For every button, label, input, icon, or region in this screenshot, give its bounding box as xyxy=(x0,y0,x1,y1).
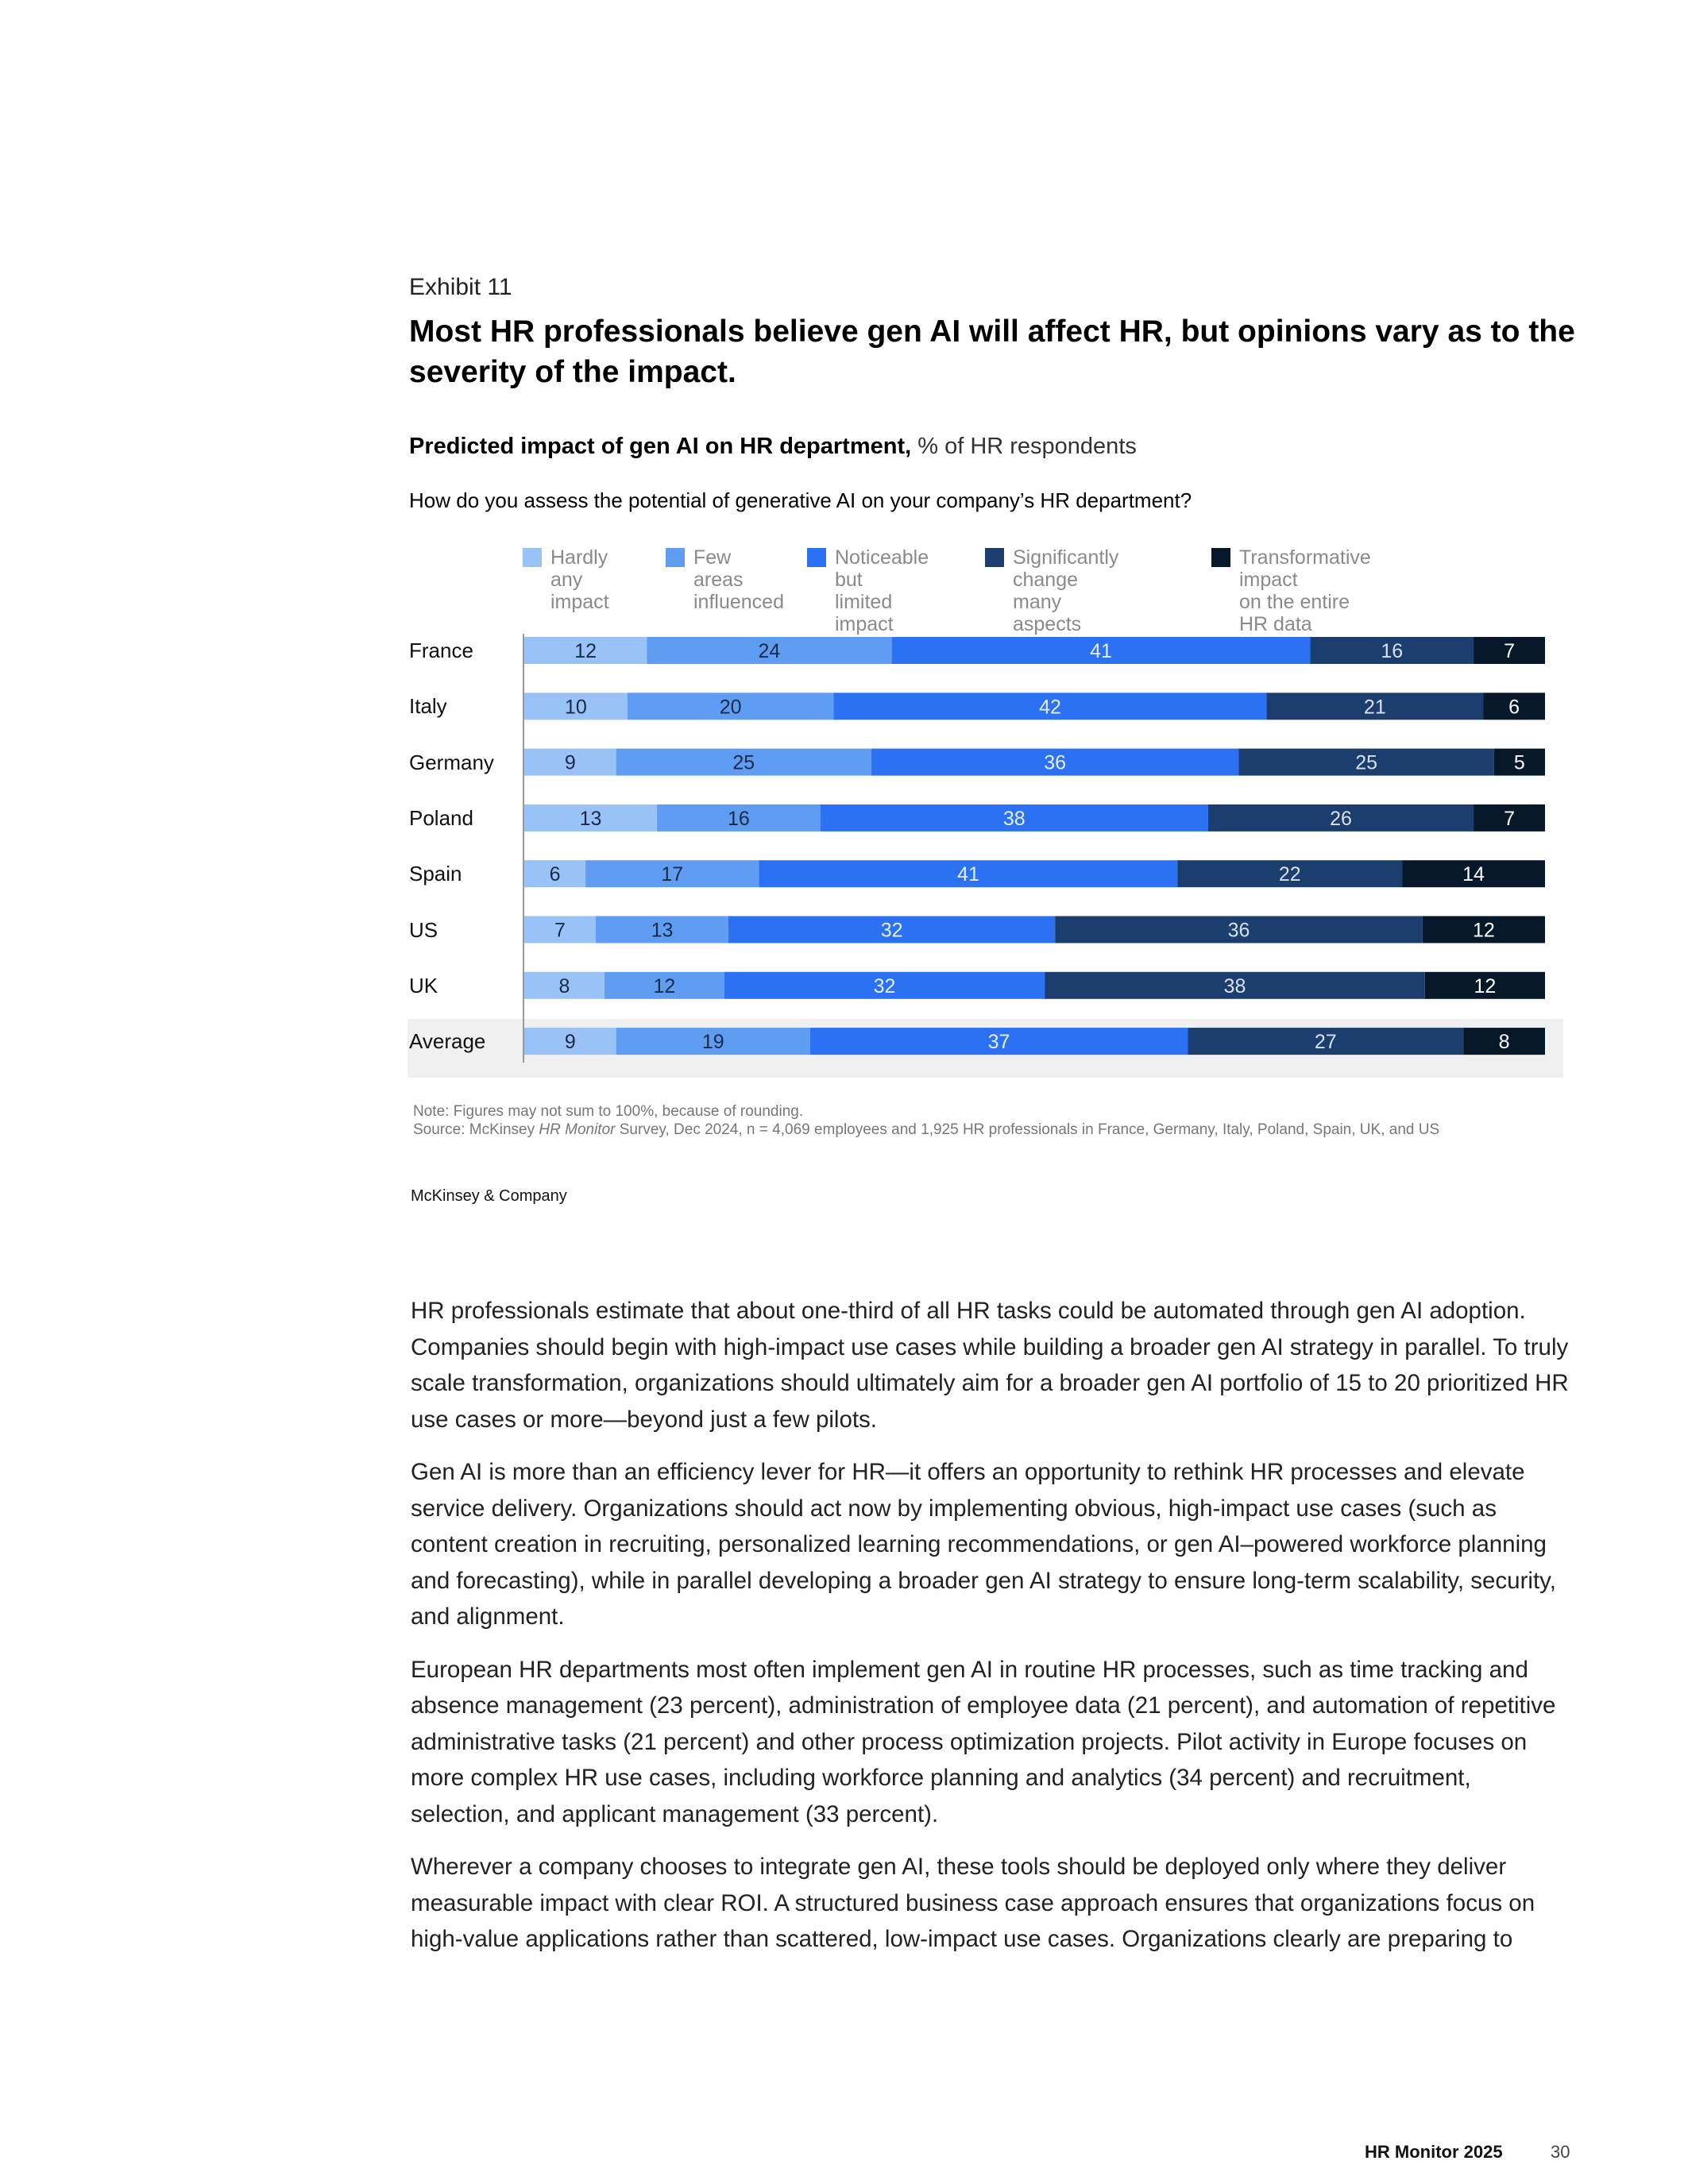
data-label: 9 xyxy=(564,1031,576,1054)
legend-label: Transformative impact on the entire HR data xyxy=(1239,546,1371,635)
data-label: 27 xyxy=(1314,1031,1337,1054)
legend-label: Significantly change many aspects xyxy=(1013,546,1119,635)
chart-axis xyxy=(523,634,524,1063)
data-label: 6 xyxy=(549,863,561,886)
legend-label: Noticeable but limited impact xyxy=(835,546,929,635)
data-label: 19 xyxy=(701,1031,724,1054)
data-label: 9 xyxy=(564,751,576,774)
source-suffix: Survey, Dec 2024, n = 4,069 employees and 1,925 HR professionals in France, Germany, Italy, Poland, Spain, UK, and US xyxy=(615,1121,1440,1138)
body-paragraph: European HR departments most often implement gen AI in routine HR processes, such as time tracking and absence management (23 percent), administration of employee data (21 percent), and automation of repetitive administrative tasks (21 percent) and other process optimization projects. Pilot activity in Europe focuses on more complex HR use cases, including workforce planning and analytics (34 percent) and recruitment, selection, and applicant management (33 percent). xyxy=(411,1656,1556,1827)
source-italic: HR Monitor xyxy=(539,1121,616,1138)
chart-heading-unit: % of HR respondents xyxy=(911,434,1137,459)
data-label: 38 xyxy=(1223,974,1246,997)
category-label: Italy xyxy=(409,694,447,719)
chart-heading-bold: Predicted impact of gen AI on HR department, xyxy=(409,434,912,459)
category-label: Germany xyxy=(409,750,494,774)
data-label: 17 xyxy=(661,863,684,886)
source-line xyxy=(413,1121,1439,1139)
chart-note xyxy=(413,1102,1439,1139)
category-label: Spain xyxy=(409,862,462,886)
data-label: 32 xyxy=(873,974,896,997)
data-label: 14 xyxy=(1462,863,1485,886)
data-label: 7 xyxy=(554,919,566,942)
legend-label: Few areas influenced xyxy=(693,546,784,613)
note-line: Note: Figures may not sum to 100%, because of rounding. xyxy=(413,1103,804,1120)
data-label: 13 xyxy=(579,807,602,830)
data-label: 42 xyxy=(1039,696,1061,719)
data-label: 25 xyxy=(1355,751,1378,774)
data-label: 25 xyxy=(732,751,755,774)
data-label: 41 xyxy=(957,863,979,886)
data-label: 16 xyxy=(727,807,750,830)
category-label: UK xyxy=(409,973,438,997)
exhibit-label: Exhibit 11 xyxy=(409,274,512,300)
brand-label: McKinsey & Company xyxy=(411,1187,567,1205)
data-label: 8 xyxy=(558,974,570,997)
data-label: 12 xyxy=(574,640,597,662)
data-label: 12 xyxy=(1472,919,1495,942)
category-label: France xyxy=(409,639,473,662)
data-label: 6 xyxy=(1508,696,1520,719)
body-paragraph: HR professionals estimate that about one-third of all HR tasks could be automated through gen AI adoption. Companies should begin with high-impact use cases while building a broader gen AI strategy in parallel. To truly scale transformation, organizations should ultimately aim for a broader gen AI portfolio of 15 to 20 prioritized HR use cases or more—beyond just a few pilots. xyxy=(411,1298,1569,1433)
data-label: 20 xyxy=(719,696,742,719)
data-label: 36 xyxy=(1044,751,1067,774)
data-label: 5 xyxy=(1513,751,1525,774)
data-label: 13 xyxy=(651,919,674,942)
body-paragraph: Gen AI is more than an efficiency lever for HR—it offers an opportunity to rethink HR processes and elevate service delivery. Organizations should act now by implementing obvious, high-impact use cases (such as content creation in recruiting, personalized learning recommendations, or gen AI–powered workforce planning and forecasting), while in parallel developing a broader gen AI strategy to ensure long-term scalability, security, and alignment. xyxy=(411,1459,1556,1630)
data-label: 16 xyxy=(1381,640,1404,662)
footer-title: HR Monitor 2025 xyxy=(1365,2142,1503,2162)
category-label: Average xyxy=(409,1029,486,1054)
legend-label: Hardly any impact xyxy=(550,546,609,613)
data-label: 12 xyxy=(653,974,676,997)
page-number: 30 xyxy=(1551,2142,1570,2162)
exhibit-title: Most HR professionals believe gen AI will affect HR, but opinions vary as to the severity of the impact. xyxy=(409,314,1575,389)
data-label: 36 xyxy=(1227,919,1250,942)
data-label: 10 xyxy=(564,696,587,719)
data-label: 26 xyxy=(1330,807,1352,830)
data-label: 41 xyxy=(1090,640,1112,662)
category-label: Poland xyxy=(409,805,473,830)
body-text xyxy=(411,1293,1570,1974)
survey-question: How do you assess the potential of generative AI on your company’s HR department? xyxy=(409,488,1192,512)
body-paragraph: Wherever a company chooses to integrate gen AI, these tools should be deployed only where they deliver measurable impact with clear ROI. A structured business case approach ensures that organizations focus on high-value applications rather than scattered, low-impact use cases. Organizations clearly are preparing to xyxy=(411,1854,1535,1952)
data-label: 37 xyxy=(987,1031,1010,1054)
data-label: 7 xyxy=(1504,807,1515,830)
source-prefix: Source: McKinsey xyxy=(413,1121,539,1138)
data-label: 12 xyxy=(1474,974,1497,997)
data-label: 32 xyxy=(880,919,903,942)
category-label: US xyxy=(409,917,438,942)
data-label: 38 xyxy=(1002,807,1026,830)
data-label: 24 xyxy=(758,640,781,662)
data-label: 21 xyxy=(1363,696,1386,719)
data-label: 7 xyxy=(1504,640,1515,662)
data-label: 22 xyxy=(1278,863,1301,886)
data-label: 8 xyxy=(1498,1031,1510,1054)
